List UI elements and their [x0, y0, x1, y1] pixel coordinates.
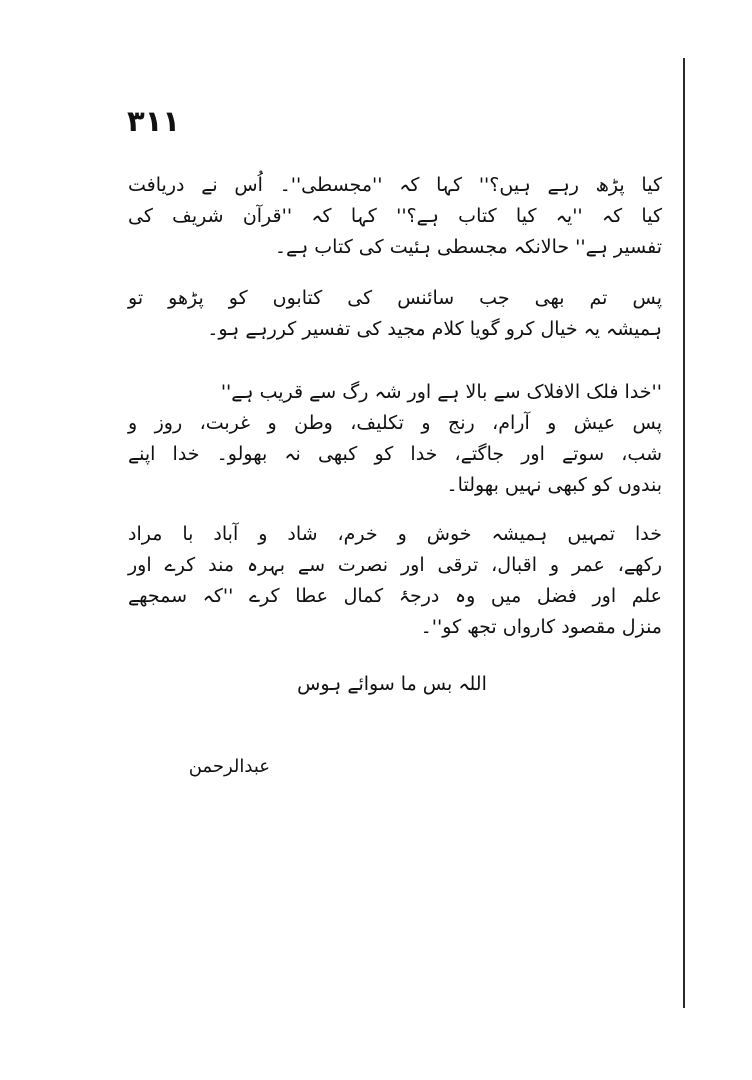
- paragraph-2: [128, 283, 662, 345]
- page-margin-rule: [683, 58, 685, 1008]
- paragraph-line: شب، سوتے اور جاگتے، خدا کو کبھی نہ بھولو۔ خدا اپنے: [128, 443, 662, 465]
- signature: عبدالرحمن: [188, 756, 270, 777]
- paragraph-line: کیا پڑھ رہے ہیں؟'' کہا کہ ''مجسطی''۔ اُس نے دریافت: [128, 174, 662, 196]
- page-number: ۱۱۳: [127, 104, 181, 138]
- paragraph-3: [128, 377, 662, 501]
- paragraph-line: ہمیشہ یہ خیال کرو گویا کلام مجید کی تفسیر کررہے ہو۔: [207, 318, 662, 340]
- paragraph-line: پس عیش و آرام، رنج و تکلیف، وطن و غربت، روز و: [128, 412, 662, 434]
- paragraph-line: پس تم بھی جب سائنس کی کتابوں کو پڑھو تو: [128, 287, 662, 309]
- paragraph-line: علم اور فضل میں وہ درجۂ کمال عطا کرے ''کہ سمجھے: [128, 585, 662, 607]
- paragraph-line: ''خدا فلک الافلاک سے بالا ہے اور شہ رگ سے قریب ہے'': [220, 381, 662, 403]
- paragraph-1: [128, 170, 662, 263]
- paragraph-line: تفسیر ہے'' حالانکہ مجسطی ہئیت کی کتاب ہے۔: [274, 236, 662, 258]
- closing-line: اللہ بس ما سوائے ہوس: [297, 673, 487, 695]
- paragraph-line: خدا تمہیں ہمیشہ خوش و خرم، شاد و آباد با مراد: [128, 523, 662, 545]
- paragraph-4: [128, 519, 662, 643]
- paragraph-line: منزل مقصود کارواں تجھ کو''۔: [420, 616, 662, 638]
- paragraph-line: کیا کہ ''یہ کیا کتاب ہے؟'' کہا کہ ''قرآن شریف کی: [128, 205, 662, 227]
- paragraph-line: بندوں کو کبھی نہیں بھولتا۔: [446, 474, 662, 496]
- paragraph-line: رکھے، عمر و اقبال، ترقی اور نصرت سے بہرہ مند کرے اور: [128, 554, 662, 576]
